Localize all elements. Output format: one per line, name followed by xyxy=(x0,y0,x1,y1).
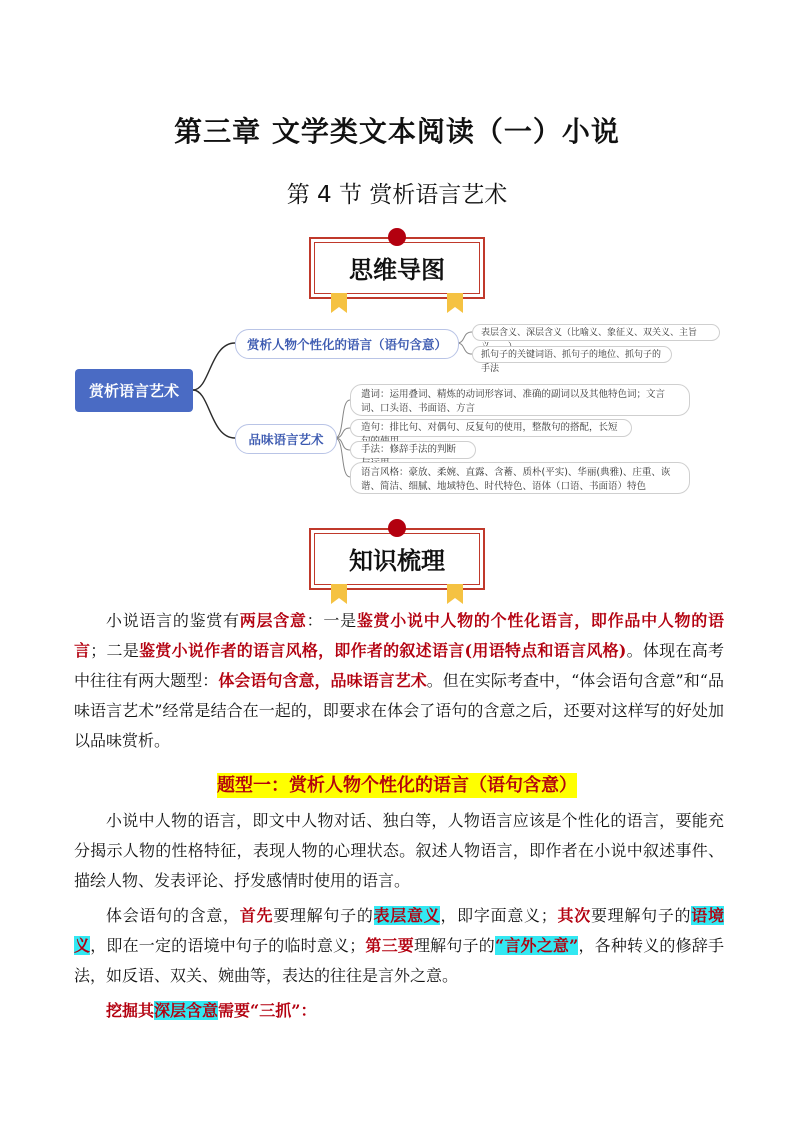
character-language-paragraph: 小说中人物的语言，即文中人物对话、独白等，人物语言应该是个性化的语言，要能充分揭示人物的性格特征，表现人物的心理状态。叙述人物语言，即作者在小说中叙述事件、描绘人物、发表评论、抒发感情时使用的语言。 xyxy=(74,811,724,890)
mindmap-root: 赏析语言艺术 xyxy=(75,369,193,412)
mindmap-branch-1: 赏析人物个性化的语言（语句含意） xyxy=(235,329,459,359)
mindmap-leaf: 遣词：运用叠词、精炼的动词形容词、准确的副词以及其他特色词；文言词、口头语、书面语、方言 xyxy=(350,384,690,416)
red-dot-icon xyxy=(388,519,406,537)
three-grasps-heading: 挖掘其深层含意需要“三抓”： xyxy=(106,1001,317,1020)
intro-paragraph: 小说语言的鉴赏有两层含意：一是鉴赏小说中人物的个性化语言，即作品中人物的语言；二是鉴赏小说作者的语言风格，即作者的叙述语言(用语特点和语言风格)。体现在高考中往往有两大题型：体会语句含意，品味语言艺术。但在实际考查中，“体会语句含意”和“品味语言艺术”经常是结合在一起的，即要求在体会了语句的含意之后，还要对这样写的好处加以品味赏析。 xyxy=(74,611,724,750)
section-title: 第 4 节 赏析语言艺术 xyxy=(286,182,508,208)
mindmap-leaf: 抓句子的关键词语、抓句子的地位、抓句子的手法 xyxy=(472,346,672,363)
mindmap-leaf: 造句：排比句、对偶句、反复句的使用，整散句的搭配，长短 xyxy=(350,419,632,437)
chapter-title: 第三章 文学类文本阅读（一）小说 xyxy=(174,115,620,148)
mindmap-banner-label: 思维导图 xyxy=(349,256,445,284)
meaning-paragraph: 体会语句的含意，首先要理解句子的表层意义，即字面意义；其次要理解句子的语境义，即在一定的语境中句子的临时意义；第三要理解句子的“言外之意”，各种转义的修辞手法，如反语、双关、婉曲等，表达的往往是言外之意。 xyxy=(74,906,724,985)
mindmap-leaf: 语言风格：豪放、柔婉、直露、含蓄、质朴(平实)、华丽(典雅)、庄重、诙谐、简洁、细腻、地域特色、时代特色、语体（口语、书面语）特色 xyxy=(350,462,690,494)
question-type-heading: 题型一：赏析人物个性化的语言（语句含意） xyxy=(217,775,577,796)
mindmap-branch-2: 品味语言艺术 xyxy=(235,424,337,454)
mindmap-leaf: 表层含义、深层含义（比喻义、象征义、双关义、主旨 xyxy=(472,324,720,341)
knowledge-banner xyxy=(309,528,485,590)
mindmap-leaf: 手法：修辞手法的判断 xyxy=(350,441,476,459)
knowledge-banner-label: 知识梳理 xyxy=(349,547,445,575)
